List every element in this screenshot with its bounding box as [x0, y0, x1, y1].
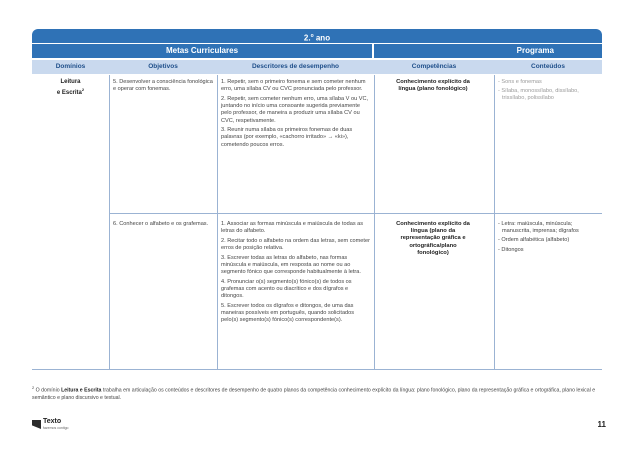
contents-cell: [498, 79, 602, 105]
content-item: - Ordem alfabética (alfabeto): [498, 237, 570, 244]
section-band: [32, 44, 602, 58]
content-item: - Sons e fonemas: [498, 79, 542, 85]
content-item: - Letra: maiúscula, minúscula; manuscrita, imprensa; dígrafos: [498, 221, 579, 235]
table-bottom-border: [32, 369, 602, 370]
brand-name: Texto: [43, 418, 62, 425]
row-divider: [109, 213, 602, 214]
divider: [374, 75, 375, 370]
descriptors-cell: [221, 221, 371, 327]
descriptors-cell: [221, 79, 371, 151]
divider: [109, 75, 110, 370]
content-item: - Sílaba, monossílabo, dissílabo, trissílabo, polissílabo: [498, 88, 579, 102]
col-descritores: Descritores de desempenho: [251, 63, 340, 70]
descriptor: 1. Associar as formas minúscula e maiúscula de todas as letras do alfabeto.: [221, 221, 364, 235]
col-competencias: Competências: [411, 63, 457, 70]
descriptor: 2. Repetir, sem cometer nenhum erro, uma sílaba V ou VC, juntando no início uma consoante sugerida previamente pelo professor, de maneira a produzir uma sílaba CV ou CVC, respetivamente.: [221, 95, 369, 124]
domain-footnote-ref: 2: [81, 87, 85, 93]
objective-cell: 6. Conhecer o alfabeto e os grafemas.: [113, 221, 209, 227]
brand-tagline: fazemos contigo: [43, 426, 69, 430]
domain-cell: [32, 79, 109, 98]
footnote-text: trabalha em articulação os conteúdos e descritores de desempenho de quatro planos da competência conhecimento explícito da língua: plano fonológico, plano da representação gráfica e ortográfica, plano lexical e semântico e plano discursivo e textual.: [32, 387, 596, 402]
programa-title: Programa: [374, 44, 602, 58]
footnote: [32, 384, 607, 403]
year-sup: o: [310, 33, 314, 39]
descriptor: 5. Escrever todos os dígrafos e ditongos, de uma das maneiras possíveis em português, quando solicitados pelo(s) segmento(s) fónico(s) correspondente(s).: [221, 303, 355, 324]
domain-line1: Leitura: [60, 79, 81, 85]
descriptor: 4. Pronunciar o(s) segmento(s) fónico(s) de todos os grafemas com acento ou diacrítico e dos dígrafos e ditongos.: [221, 278, 352, 300]
domain-line2: e Escrita: [56, 90, 82, 97]
descriptor: 3. Escrever todas as letras do alfabeto, nas formas minúscula e maiúscula, em resposta ao nome ou ao segmento fónico que corresponde habitualmente à letra.: [221, 254, 361, 276]
objective-cell: 5. Desenvolver a consciência fonológica e operar com fonemas.: [113, 79, 213, 93]
contents-cell: [498, 221, 602, 256]
descriptor: 1. Repetir, sem o primeiro fonema e sem cometer nenhum erro, uma sílaba CV ou CVC pronunciada pelo professor.: [221, 79, 366, 93]
descriptor: 2. Recitar todo o alfabeto na ordem das letras, sem cometer erros de posição relativa.: [221, 237, 370, 252]
footnote-pre: O domínio: [34, 387, 62, 394]
col-dominios: Domínios: [55, 63, 86, 70]
footnote-number: 2: [32, 385, 35, 390]
year-word: ano: [315, 33, 331, 43]
content-item: - Ditongos: [498, 246, 524, 253]
year-band: [32, 29, 602, 43]
page-number: 11: [597, 420, 606, 429]
descriptor: 3. Reunir numa sílaba os primeiros fonemas de duas palavras (por exemplo, «cachorro irritado» → «ki»), cometendo poucos erros.: [221, 127, 353, 148]
divider: [494, 75, 495, 370]
competence-cell: Conhecimento explícito da língua (plano fonológico): [396, 79, 470, 93]
year-number: 2.: [303, 33, 311, 43]
curriculum-table: [32, 75, 602, 370]
footnote-bold: Leitura e Escrita: [61, 387, 102, 394]
competence-cell: Conhecimento explícito da língua (plano da representação gráfica e ortográfica/plano fonológico): [396, 221, 470, 256]
divider: [217, 75, 218, 370]
brand-logo: [32, 418, 92, 432]
column-headers: [32, 60, 602, 74]
brand-mark-icon: [32, 420, 41, 429]
col-conteudos: Conteúdos: [531, 63, 565, 70]
col-objetivos: Objetivos: [148, 63, 178, 70]
metas-curriculares-title: Metas Curriculares: [32, 44, 372, 58]
